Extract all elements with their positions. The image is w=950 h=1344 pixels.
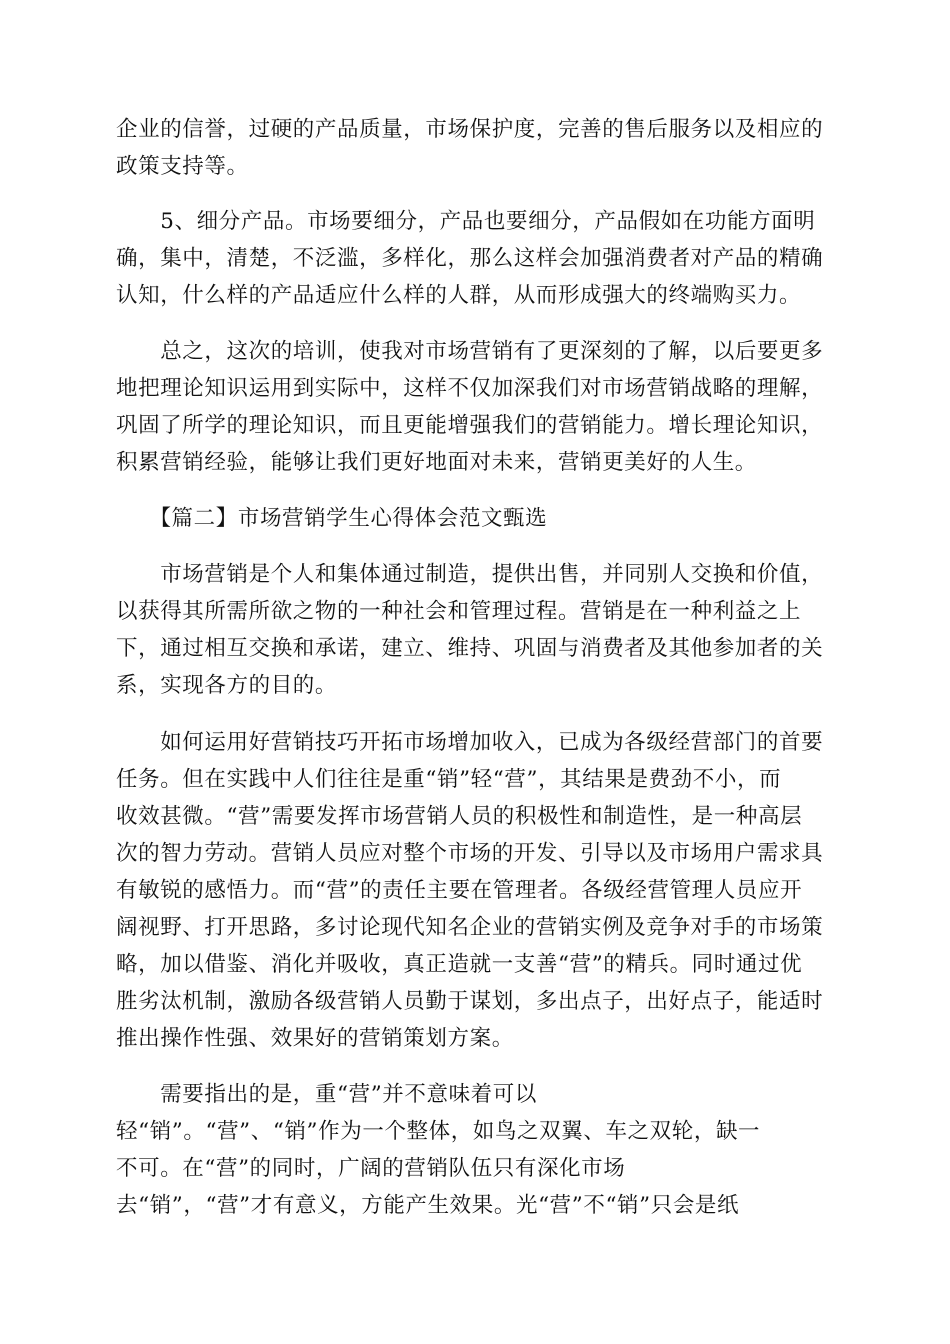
- text-line: 任务。但在实践中人们往往是重“销”轻“营”，其结果是费劲不小，而: [116, 767, 782, 792]
- text-line: 阔视野、打开思路，多讨论现代知名企业的营销实例及竞争对手的市场策: [116, 915, 824, 940]
- text-line: 认知，什么样的产品适应什么样的人群，从而形成强大的终端购买力。: [116, 283, 802, 308]
- text-line: 略，加以借鉴、消化并吸收，真正造就一支善“营”的精兵。同时通过优: [116, 952, 803, 977]
- text-line: 推出操作性强、效果好的营销策划方案。: [116, 1026, 514, 1051]
- text-line: 轻“销”。“营”、“销”作为一个整体，如鸟之双翼、车之双轮，缺一: [116, 1119, 761, 1144]
- text-line: 有敏锐的感悟力。而“营”的责任主要在管理者。各级经营管理人员应开: [116, 878, 803, 903]
- text-line: 次的智力劳动。营销人员应对整个市场的开发、引导以及市场用户需求具: [116, 841, 824, 866]
- text-line: 系，实现各方的目的。: [116, 673, 338, 698]
- text-line: 去“销”，“营”才有意义，方能产生效果。光“营”不“销”只会是纸: [116, 1193, 740, 1218]
- text-line: 巩固了所学的理论知识，而且更能增强我们的营销能力。增长理论知识，: [116, 413, 824, 438]
- text-line: 积累营销经验，能够让我们更好地面对未来，营销更美好的人生。: [116, 450, 757, 475]
- text-line: 收效甚微。“营”需要发挥市场营销人员的积极性和制造性，是一种高层: [116, 804, 803, 829]
- text-line: 需要指出的是，重“营”并不意味着可以: [116, 1082, 537, 1107]
- text-line: 胜劣汰机制，激励各级营销人员勤于谋划，多出点子，出好点子，能适时: [116, 989, 824, 1014]
- text-line: 政策支持等。: [116, 154, 249, 179]
- text-line: 不可。在“营”的同时，广阔的营销队伍只有深化市场: [116, 1156, 626, 1181]
- text-line: 确，集中，清楚，不泛滥，多样化，那么这样会加强消费者对产品的精确: [116, 246, 824, 271]
- text-line: 下，通过相互交换和承诺，建立、维持、巩固与消费者及其他参加者的关: [116, 636, 824, 661]
- text-line: 市场营销是个人和集体通过制造，提供出售，并同别人交换和价值，: [116, 562, 824, 587]
- section-heading: 【篇二】市场营销学生心得体会范文甄选: [116, 506, 548, 531]
- text-line: 总之，这次的培训，使我对市场营销有了更深刻的了解，以后要更多: [116, 339, 824, 364]
- text-line: 如何运用好营销技巧开拓市场增加收入，已成为各级经营部门的首要: [116, 730, 824, 755]
- text-line: 企业的信誉，过硬的产品质量，市场保护度，完善的售后服务以及相应的: [116, 117, 824, 142]
- text-line: 5、细分产品。市场要细分，产品也要细分，产品假如在功能方面明: [116, 209, 816, 234]
- text-line: 以获得其所需所欲之物的一种社会和管理过程。营销是在一种利益之上: [116, 599, 802, 624]
- text-line: 地把理论知识运用到实际中，这样不仅加深我们对市场营销战略的理解，: [116, 376, 824, 401]
